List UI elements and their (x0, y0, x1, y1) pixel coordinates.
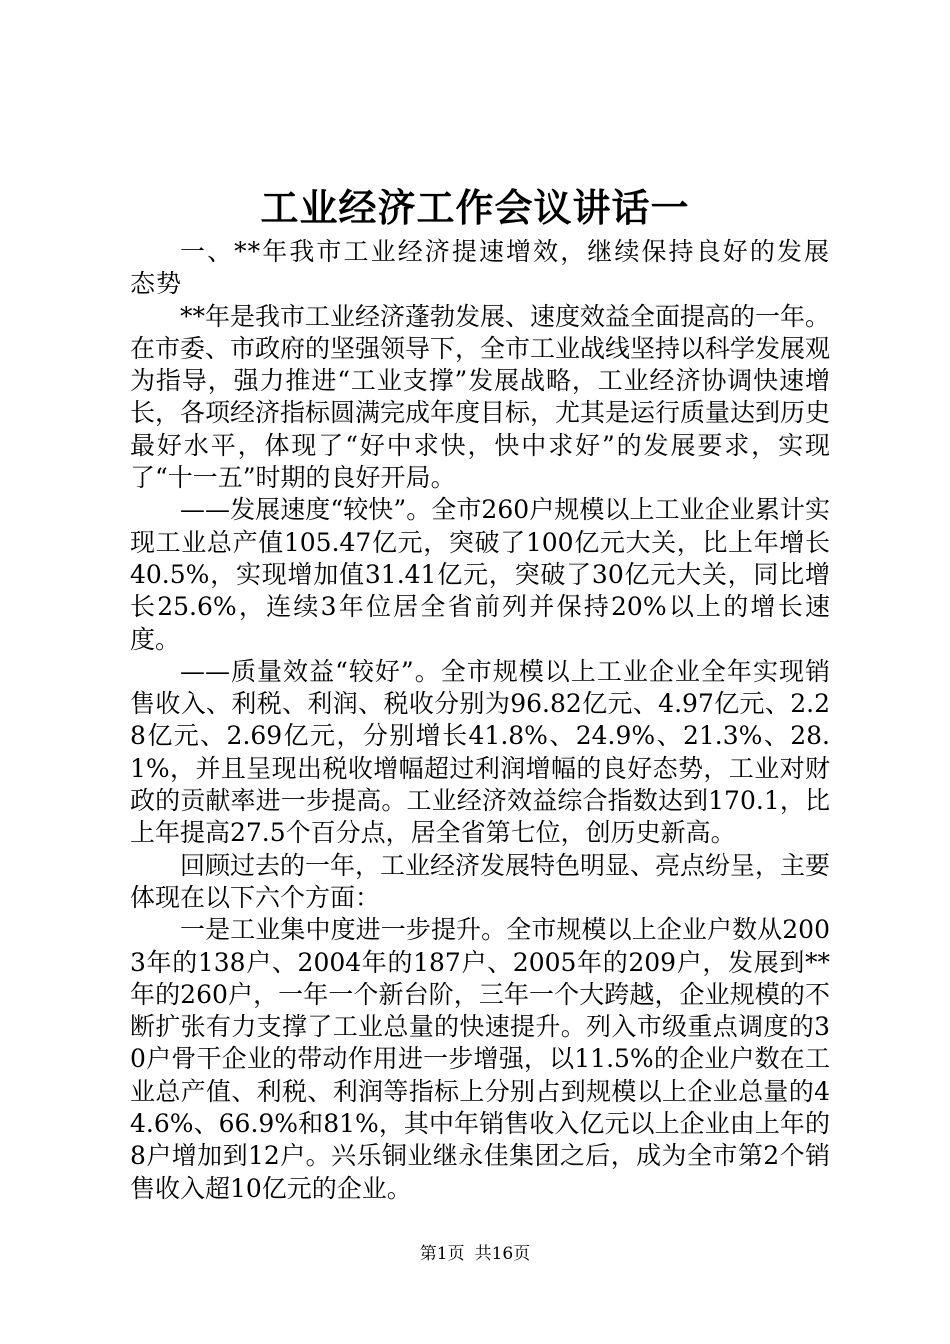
paragraph-speed: ——发展速度“较快”。全市260户规模以上工业企业累计实现工业总产值105.47亿元，突破了100亿元大关，比上年增长40.5%，实现增加值31.41亿元，突破了30亿元大关，同比增长25.6%，连续3年位居全省前列并保持20%以上的增长速度。 (130, 495, 830, 654)
paragraph-point-one: 一是工业集中度进一步提升。全市规模以上企业户数从2003年的138户、2004年的187户、2005年的209户，发展到**年的260户，一年一个新台阶，三年一个大跨越，企业规模的不断扩张有力支撑了工业总量的快速提升。列入市级重点调度的30户骨干企业的带动作用进一步增强，以11.5%的企业户数在工业总产值、利税、利润等指标上分别占到规模以上企业总量的44.6%、66.9%和81%，其中年销售收入亿元以上企业由上年的8户增加到12户。兴乐铜业继永佳集团之后，成为全市第2个销售收入超10亿元的企业。 (130, 915, 830, 1203)
page-total: 共16页 (474, 1244, 531, 1264)
document-title: 工业经济工作会议讲话一 (260, 185, 690, 230)
page-number: 第1页 (419, 1244, 465, 1264)
paragraph-review: 回顾过去的一年，工业经济发展特色明显、亮点纷呈，主要体现在以下六个方面： (130, 850, 831, 912)
page-footer (0, 1243, 950, 1265)
paragraph-overview: **年是我市工业经济蓬勃发展、速度效益全面提高的一年。在市委、市政府的坚强领导下，全市工业战线坚持以科学发展观为指导，强力推进“工业支撑”发展战略，工业经济协调快速增长，各项经济指标圆满完成年度目标，尤其是运行质量达到历史最好水平，体现了“好中求快，快中求好”的发展要求，实现了“十一五”时期的良好开局。 (130, 301, 831, 493)
section-heading: 一、**年我市工业经济提速增效，继续保持良好的发展态势 (130, 237, 830, 299)
paragraph-quality: ——质量效益“较好”。全市规模以上工业企业全年实现销售收入、利税、利润、税收分别为96.82亿元、4.97亿元、2.28亿元、2.69亿元，分别增长41.8%、24.9%、21.3%、28.1%，并且呈现出税收增幅超过利润增幅的良好态势，工业对财政的贡献率进一步提高。工业经济效益综合指数达到170.1，比上年提高27.5个百分点，居全省第七位，创历史新高。 (130, 656, 830, 848)
document-body (130, 236, 830, 1205)
